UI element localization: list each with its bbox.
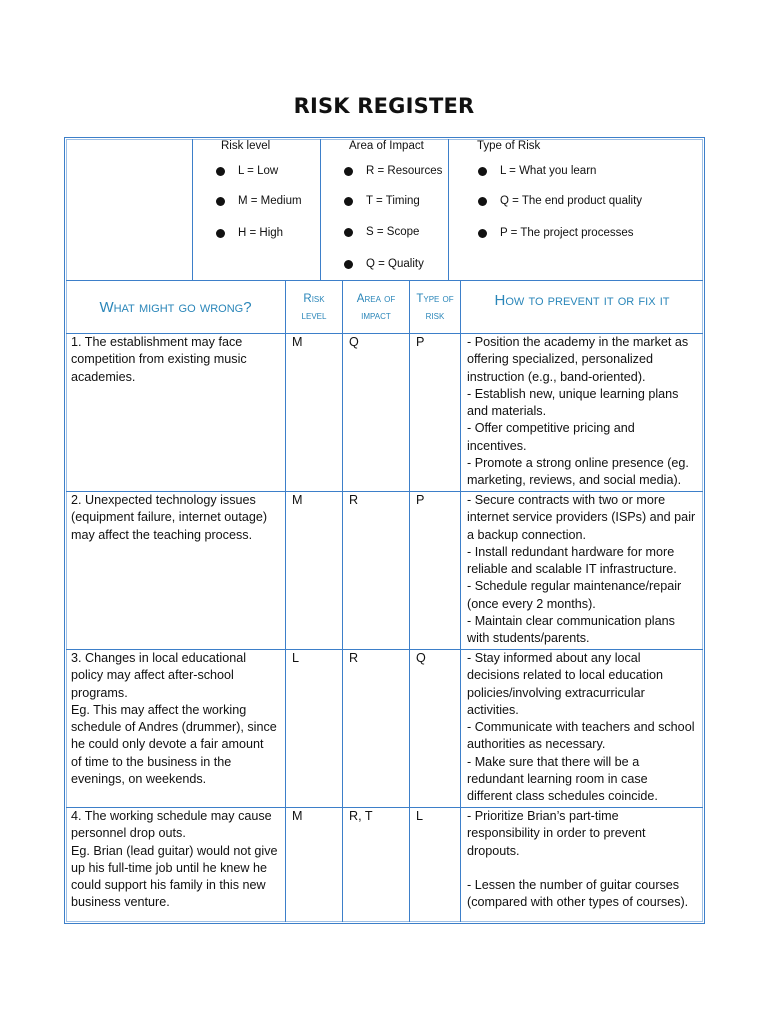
risk-level-value: M bbox=[292, 809, 303, 823]
legend-risk-level-item: L = Low bbox=[216, 165, 278, 177]
prevention-steps: - Prioritize Brian’s part-time responsibility in order to prevent dropouts. - Lessen the number of guitar courses (compared with other types of courses). bbox=[467, 809, 689, 910]
legend-divider bbox=[320, 139, 321, 281]
area-of-impact-value: R bbox=[349, 493, 359, 507]
bullet-icon bbox=[478, 197, 487, 206]
risk-level-value: M bbox=[292, 335, 303, 349]
column-divider bbox=[409, 281, 410, 922]
area-of-impact-value: Q bbox=[349, 335, 359, 349]
risk-level-value: M bbox=[292, 493, 303, 507]
legend-area-item: Q = Quality bbox=[344, 258, 424, 270]
risk-description: 3. Changes in local educational policy may affect after-school programs. Eg. This may affect the working schedule of Andres (drummer), since he could only devote a fair amount of time to the business in the evenings, on weekends. bbox=[71, 651, 277, 787]
risk-description: 4. The working schedule may cause personnel drop outs. Eg. Brian (lead guitar) would not give up his full-time job until he knew he could support his family in this new business venture. bbox=[71, 809, 278, 910]
legend-area-item: S = Scope bbox=[344, 226, 419, 238]
legend-divider bbox=[448, 139, 449, 281]
prevention-steps: - Secure contracts with two or more internet service providers (ISPs) and pair a backup connection. - Install redundant hardware for more reliable and scalable IT infrastructure. - Schedule regular maintenance/repair (once every 2 months). - Maintain clear communication plans with students/parents. bbox=[467, 493, 696, 646]
bullet-icon bbox=[216, 229, 225, 238]
risk-level-value: L bbox=[292, 651, 300, 665]
risk-description: 2. Unexpected technology issues (equipment failure, internet outage) may affect the teaching process. bbox=[71, 493, 268, 542]
legend-area-heading: Area of Impact bbox=[349, 140, 424, 152]
legend-area-item: R = Resources bbox=[344, 165, 442, 177]
prevention-steps: - Stay informed about any local decisions related to local education policies/involving extracurricular activities. - Communicate with teachers and school authorities as necessary. - Make sure that there will be a redundant learning room in case different class schedules coincide. bbox=[467, 651, 695, 804]
legend-type-item: L = What you learn bbox=[478, 165, 596, 177]
column-header-what: What might go wrong? bbox=[99, 299, 252, 316]
legend-divider bbox=[192, 139, 193, 281]
legend-type-heading: Type of Risk bbox=[477, 140, 541, 152]
area-of-impact-value: R bbox=[349, 651, 359, 665]
bullet-icon bbox=[216, 197, 225, 206]
column-header-prevent: How to prevent it or fix it bbox=[494, 291, 670, 309]
bullet-icon bbox=[344, 260, 353, 269]
bullet-icon bbox=[216, 167, 225, 176]
legend-risk-level-item: M = Medium bbox=[216, 195, 302, 207]
prevention-steps: - Position the academy in the market as offering specialized, personalized instruction (e.g., band-oriented). - Establish new, unique learning plans and materials. - Offer competitive pricing and incentives. - Promote a strong online presence (eg. marketing, reviews, and social media). bbox=[467, 335, 689, 488]
legend-type-item: Q = The end product quality bbox=[478, 195, 642, 207]
type-of-risk-value: P bbox=[416, 335, 425, 349]
legend-risk-level-item: H = High bbox=[216, 227, 283, 239]
type-of-risk-value: Q bbox=[416, 651, 426, 665]
risk-description: 1. The establishment may face competition from existing music academies. bbox=[71, 335, 247, 384]
bullet-icon bbox=[344, 167, 353, 176]
column-divider bbox=[460, 281, 461, 922]
document-title: RISK REGISTER bbox=[293, 94, 475, 118]
legend-risk-level-heading: Risk level bbox=[221, 140, 271, 152]
column-header-risk-level: Risk level bbox=[301, 292, 327, 322]
bullet-icon bbox=[344, 197, 353, 206]
bullet-icon bbox=[478, 229, 487, 238]
area-of-impact-value: R, T bbox=[349, 809, 373, 823]
type-of-risk-value: L bbox=[416, 809, 424, 823]
column-header-area-of-impact: Area of impact bbox=[356, 292, 396, 322]
column-header-type-of-risk: Type of risk bbox=[416, 292, 454, 322]
bullet-icon bbox=[344, 228, 353, 237]
legend-area-item: T = Timing bbox=[344, 195, 420, 207]
bullet-icon bbox=[478, 167, 487, 176]
legend-type-item: P = The project processes bbox=[478, 227, 634, 239]
legend-bottom-border bbox=[66, 280, 703, 281]
column-divider bbox=[342, 281, 343, 922]
type-of-risk-value: P bbox=[416, 493, 425, 507]
column-divider bbox=[285, 281, 286, 922]
